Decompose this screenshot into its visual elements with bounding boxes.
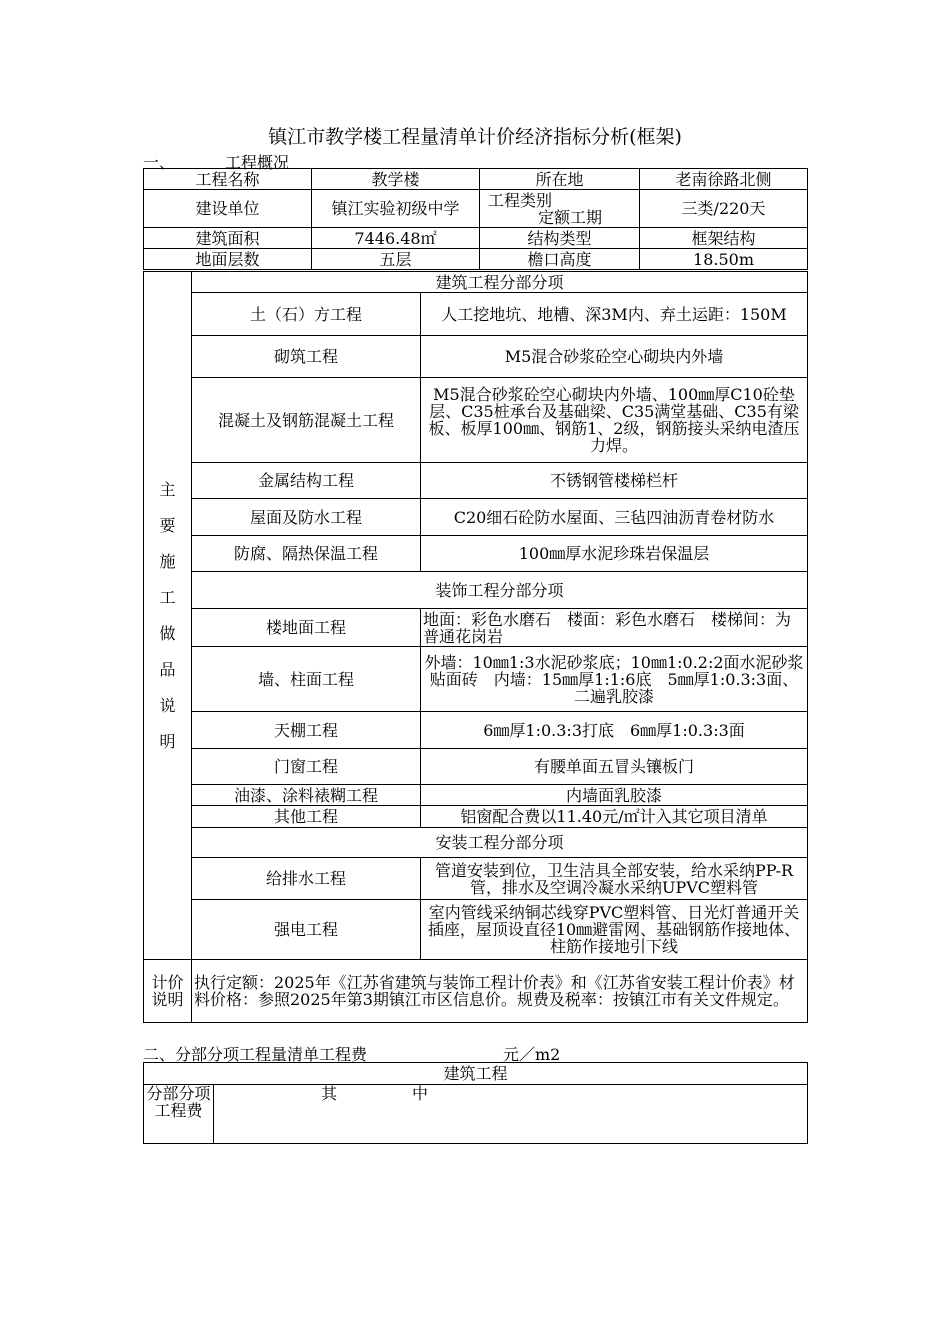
category-value: 三类/220天 [640,190,808,228]
item-name: 防腐、隔热保温工程 [192,536,421,572]
item-name: 墙、柱面工程 [192,647,421,712]
main-label-char: 施 [159,551,176,571]
main-label-char: 工 [159,587,176,607]
item-name: 楼地面工程 [192,609,421,647]
item-desc: M5混合砂浆砼空心砌块内外墙 [421,336,808,378]
item-desc: M5混合砂浆砼空心砌块内外墙、100㎜厚C10砼垫层、C35桩承台及基础梁、C35满堂基础、C35有梁板、板厚100㎜、钢筋1、2级，钢筋接头采纳电渣压力焊。 [421,378,808,463]
item-name: 给排水工程 [192,858,421,900]
floors-label: 地面层数 [144,249,312,270]
pricing-label: 计价说明 [144,960,192,1023]
main-label-char: 明 [159,731,176,751]
floors-value: 五层 [312,249,480,270]
builder-value: 镇江实验初级中学 [312,190,480,228]
period-label: 定额工期 [538,207,603,227]
item-desc: 不锈钢管楼梯栏杆 [421,463,808,499]
area-value: 7446.48㎡ [312,228,480,249]
item-name: 土（石）方工程 [192,293,421,336]
item-desc: 外墙：10㎜1:3水泥砂浆底；10㎜1:0.2:2面水泥砂浆贴面砖 内墙：15㎜厚1:1:6底 5㎜厚1:0.3:3面、二遍乳胶漆 [421,647,808,712]
main-label-char: 做 [159,623,176,643]
eave-label: 檐口高度 [480,249,640,270]
installation-section-header: 安装工程分部分项 [192,828,808,858]
structure-value: 框架结构 [640,228,808,249]
project-name-label: 工程名称 [144,169,312,190]
location-value: 老南徐路北侧 [640,169,808,190]
item-desc: 管道安装到位，卫生洁具全部安装，给水采纳PP-R管，排水及空调冷凝水采纳UPVC塑料管 [421,858,808,900]
main-label-char: 说 [159,695,176,715]
cost-row-label: 分部分项工程费 [144,1085,214,1144]
decoration-section-header: 装饰工程分部分项 [192,572,808,609]
eave-value: 18.50m [640,249,808,270]
page-title: 镇江市教学楼工程量清单计价经济指标分析(框架) [268,126,682,148]
category-period-labels [480,190,640,228]
cost-subheader-2: 中 [412,1084,429,1103]
pricing-text: 执行定额：2025年《江苏省建筑与装饰工程计价表》和《江苏省安装工程计价表》材料价格：参照2025年第3期镇江市区信息价。规费及税率：按镇江市有关文件规定。 [192,960,808,1023]
section-2-unit: 元／m2 [503,1045,561,1064]
item-name: 天棚工程 [192,712,421,749]
cost-table [143,1062,808,1144]
area-label: 建筑面积 [144,228,312,249]
structure-label: 结构类型 [480,228,640,249]
cost-subheader [214,1085,808,1144]
project-overview-table [143,168,808,270]
main-label-char: 品 [159,659,176,679]
main-label-char: 要 [159,515,176,535]
item-name: 门窗工程 [192,749,421,785]
section-1-number: 一、 [143,153,176,172]
category-label: 工程类别 [488,190,553,210]
item-desc: 人工挖地坑、地槽、深3M内、弃土运距：150M [421,293,808,336]
item-desc: 铝窗配合费以11.40元/㎡计入其它项目清单 [421,806,808,828]
main-construction-label [144,272,192,960]
cost-table-header: 建筑工程 [144,1063,808,1085]
item-desc: 6㎜厚1:0.3:3打底 6㎜厚1:0.3:3面 [421,712,808,749]
item-name: 砌筑工程 [192,336,421,378]
section-2-title: 二、分部分项工程量清单工程费 [143,1045,368,1064]
item-desc: 100㎜厚水泥珍珠岩保温层 [421,536,808,572]
builder-label: 建设单位 [144,190,312,228]
cost-subheader-1: 其 [321,1084,338,1103]
section-1-title: 工程概况 [225,153,290,172]
construction-items-table [143,271,808,1023]
item-name: 屋面及防水工程 [192,499,421,536]
item-name: 混凝土及钢筋混凝土工程 [192,378,421,463]
item-name: 其他工程 [192,806,421,828]
project-name-value: 教学楼 [312,169,480,190]
item-desc: 有腰单面五冒头镶板门 [421,749,808,785]
item-desc: 地面：彩色水磨石 楼面：彩色水磨石 楼梯间：为普通花岗岩 [421,609,808,647]
location-label: 所在地 [480,169,640,190]
item-name: 金属结构工程 [192,463,421,499]
building-section-header: 建筑工程分部分项 [192,272,808,293]
item-desc: 内墙面乳胶漆 [421,785,808,806]
item-name: 强电工程 [192,900,421,960]
item-desc: 室内管线采纳铜芯线穿PVC塑料管、日光灯普通开关插座，屋顶设直径10㎜避雷网、基础钢筋作接地体、柱筋作接地引下线 [421,900,808,960]
item-desc: C20细石砼防水屋面、三毡四油沥青卷材防水 [421,499,808,536]
main-label-char: 主 [159,479,176,499]
item-name: 油漆、涂料裱糊工程 [192,785,421,806]
